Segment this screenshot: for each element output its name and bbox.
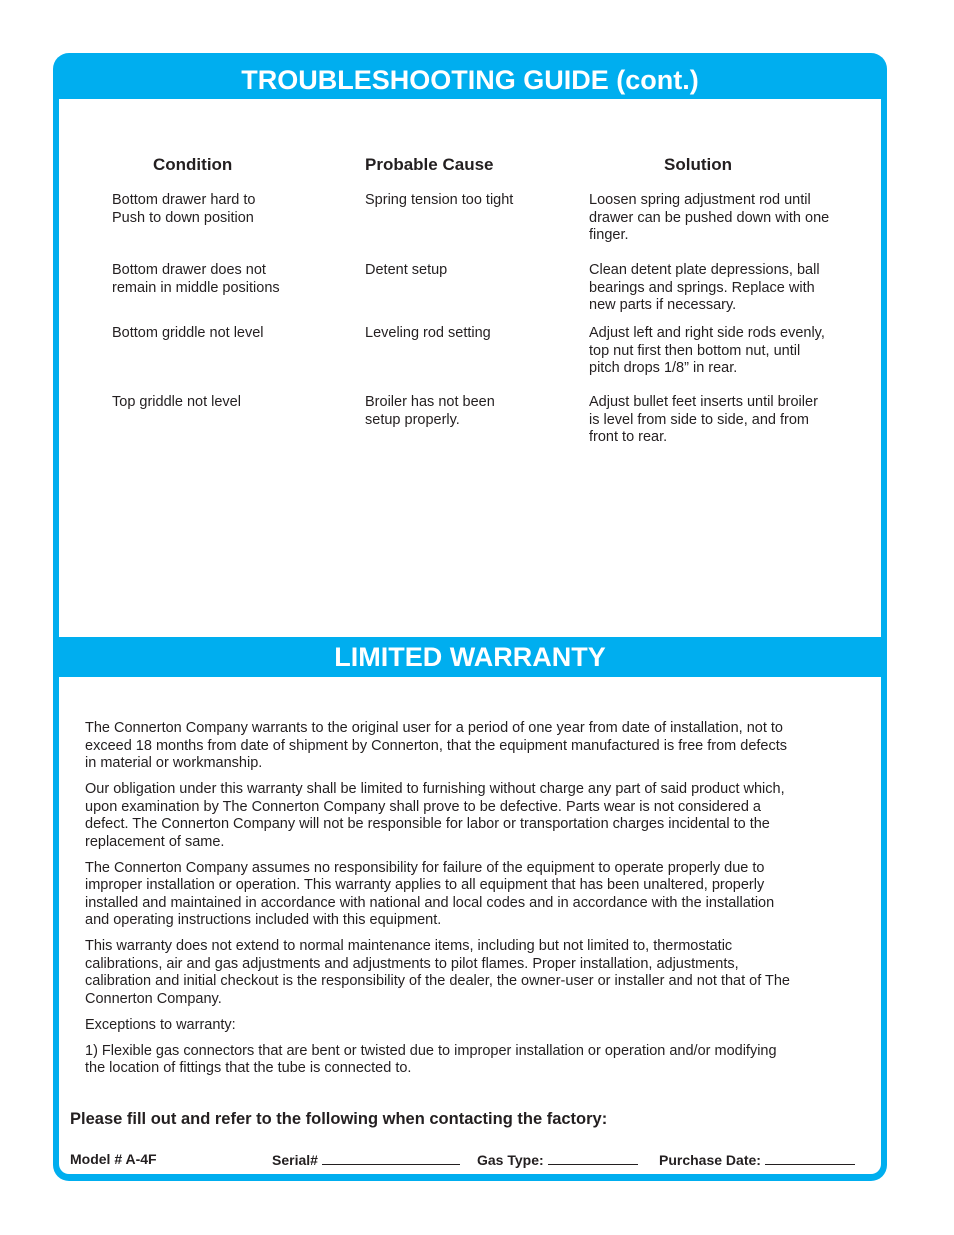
- row-1-solution: Loosen spring adjustment rod until drawer can be pushed down with one finger.: [589, 192, 830, 243]
- serial-field: [272, 1150, 460, 1169]
- row-3-solution: Adjust left and right side rods evenly, top nut first then bottom nut, until pitch drops 1/8” in rear.: [589, 325, 825, 376]
- purchase-date-blank[interactable]: [765, 1150, 855, 1165]
- header-condition: Condition: [153, 155, 233, 174]
- header-solution: Solution: [664, 155, 732, 174]
- warranty-paragraph-1: The Connerton Company warrants to the original user for a period of one year from date of installation, not to exceed 18 months from date of shipment by Connerton, that the equipment manufactured is free from defects in material or workmanship.: [85, 720, 788, 771]
- row-4-solution: Adjust bullet feet inserts until broiler is level from side to side, and from front to rear.: [589, 394, 818, 445]
- warranty-paragraph-2: Our obligation under this warranty shall be limited to furnishing without charge any part of said product which, upon examination by The Connerton Company shall prove to be defective. Parts wear is not considered a defect. The Connerton Company will not be responsible for labor or transportation charges incidental to the replacement of same.: [85, 781, 785, 850]
- warranty-title: LIMITED WARRANTY: [334, 642, 606, 672]
- row-2-cause: Detent setup: [365, 262, 448, 278]
- purchase-date-label: Purchase Date:: [659, 1152, 761, 1168]
- troubleshooting-title: TROUBLESHOOTING GUIDE (cont.): [241, 65, 699, 95]
- row-1-condition: Bottom drawer hard to Push to down position: [112, 192, 256, 226]
- warranty-paragraph-3: The Connerton Company assumes no responsibility for failure of the equipment to operate properly due to improper installation or operation. This warranty applies to all equipment that has been unaltered, properly installed and maintained in accordance with national and local codes and in accordance with the installation and operating instructions included with this equipment.: [85, 859, 775, 928]
- row-2-condition: Bottom drawer does not remain in middle positions: [112, 262, 280, 296]
- warranty-text: [85, 720, 860, 1086]
- warranty-paragraph-6: 1) Flexible gas connectors that are bent or twisted due to improper installation or operation and/or modifying the location of fittings that the tube is connected to.: [85, 1042, 777, 1076]
- row-2-solution: Clean detent plate depressions, ball bearings and springs. Replace with new parts if necessary.: [589, 262, 820, 313]
- row-3-condition: Bottom griddle not level: [112, 325, 264, 341]
- purchase-date-field: [659, 1150, 855, 1169]
- model-number: Model # A-4F: [70, 1151, 157, 1167]
- gas-type-blank[interactable]: [548, 1150, 638, 1165]
- row-1-cause: Spring tension too tight: [365, 192, 514, 208]
- row-4-condition: Top griddle not level: [112, 394, 241, 410]
- gas-type-label: Gas Type:: [477, 1152, 544, 1168]
- warranty-paragraph-4: This warranty does not extend to normal maintenance items, including but not limited to, thermostatic calibrations, air and gas adjustments and adjustments to pilot flames. Proper installation, adjustments, calibration and initial checkout is the responsibility of the dealer, the owner-user or installer and not that of The Connerton Company.: [85, 938, 790, 1007]
- warranty-paragraph-5: Exceptions to warranty:: [85, 1016, 236, 1033]
- row-3-cause: Leveling rod setting: [365, 325, 491, 341]
- serial-blank[interactable]: [322, 1150, 460, 1165]
- serial-label: Serial#: [272, 1152, 318, 1168]
- header-probable-cause: Probable Cause: [365, 155, 494, 174]
- gas-type-field: [477, 1150, 638, 1169]
- contact-heading: Please fill out and refer to the following when contacting the factory:: [70, 1110, 608, 1128]
- row-4-cause: Broiler has not been setup properly.: [365, 394, 495, 428]
